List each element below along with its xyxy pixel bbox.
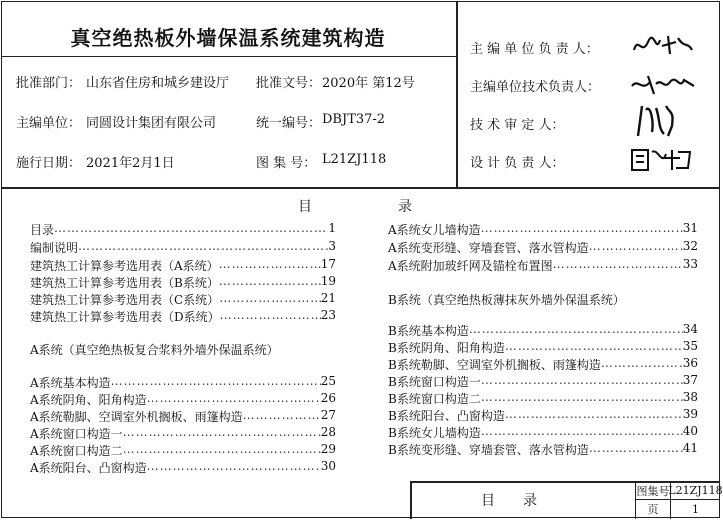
effective-date-value: 2021年2月1日 (86, 156, 175, 171)
signature-label-tech-lead: 主编单位技术负责人： (470, 80, 601, 95)
toc-leader (481, 424, 683, 441)
signature-label-reviewer: 技 术 审 定 人： (470, 118, 565, 133)
toc-item-page: 31 (682, 221, 698, 235)
toc-section-title-a: A系统（真空绝热板复合浆料外墙外保温系统） (30, 343, 279, 357)
toc-leader (243, 408, 321, 425)
title-block-atlas-value: L21ZJ118 (668, 484, 723, 497)
toc-item[interactable] (388, 390, 698, 407)
toc-item[interactable] (30, 308, 336, 325)
toc-item-page: 23 (320, 308, 336, 322)
toc-leader (54, 221, 328, 238)
toc-item-label: B系统窗口构造一 (388, 375, 481, 389)
toc-item-label: B系统女儿墙构造 (388, 426, 481, 440)
toc-item-label: 编制说明 (30, 241, 79, 255)
toc-item-label: B系统阴角、阳角构造 (388, 341, 505, 355)
title-block-page-label: 页 (647, 503, 659, 516)
toc-leader (219, 291, 321, 308)
toc-item-page: 29 (320, 442, 336, 456)
toc-item-label: A系统窗口构造二 (30, 444, 123, 458)
page-title: 真空绝热板外墙保温系统建筑构造 (70, 26, 386, 50)
toc-item-label: A系统基本构造 (30, 376, 111, 390)
title-block-page-value: 1 (692, 502, 699, 516)
chief-unit-value: 同圆设计集团有限公司 (86, 116, 217, 131)
signature-chief-unit (628, 30, 698, 60)
approval-dept-value: 山东省住房和城乡建设厅 (86, 76, 230, 91)
signature-label-chief-unit: 主 编 单 位 负 责 人： (470, 42, 599, 57)
toc-leader (481, 390, 683, 407)
toc-item-label: A系统附加玻纤网及锚栓布置图 (388, 259, 553, 273)
toc-leader (601, 356, 683, 373)
approval-no-label: 批准文号： (256, 76, 322, 91)
toc-item-label: B系统窗口构造二 (388, 392, 481, 406)
title-underline (1, 56, 457, 57)
toc-item-page: 39 (682, 407, 698, 421)
toc-item-page: 17 (320, 257, 336, 271)
signature-tech-lead (628, 68, 698, 98)
unified-no-value: DBJT37-2 (322, 112, 386, 127)
toc-leader (481, 221, 683, 238)
toc-leader (220, 308, 321, 325)
toc-item-label: A系统勒脚、空调室外机搁板、雨篷构造 (30, 410, 243, 424)
toc-item-label: A系统女儿墙构造 (388, 223, 481, 237)
toc-leader (505, 407, 683, 424)
toc-item-label: B系统勒脚、空调室外机搁板、雨篷构造 (388, 358, 601, 372)
toc-item-page: 3 (328, 239, 336, 253)
signature-label-designer: 设 计 负 责 人： (470, 156, 565, 171)
toc-leader (78, 239, 328, 256)
atlas-no-label: 图 集 号： (256, 156, 317, 171)
toc-item[interactable] (388, 221, 698, 238)
toc-leader (219, 257, 321, 274)
toc-leader (219, 274, 321, 291)
toc-item[interactable] (388, 339, 698, 356)
toc-item[interactable] (388, 322, 698, 339)
toc-leader (147, 459, 321, 476)
toc-item[interactable] (388, 424, 698, 441)
toc-item[interactable] (30, 391, 336, 408)
toc-item-label: 建筑热工计算参考选用表（C系统） (30, 293, 220, 307)
toc-item[interactable] (388, 239, 698, 256)
toc-item-page: 34 (682, 322, 698, 336)
toc-item-label: B系统基本构造 (388, 324, 469, 338)
toc-section-title-b: B系统（真空绝热板薄抹灰外墙外保温系统） (388, 293, 625, 307)
toc-item-page: 37 (682, 373, 698, 387)
toc-item[interactable] (30, 374, 336, 391)
toc-leader (505, 339, 683, 356)
toc-item-page: 25 (320, 374, 336, 388)
toc-item-label: A系统阳台、凸窗构造 (30, 461, 147, 475)
title-block-title: 目录 (481, 493, 565, 509)
toc-item[interactable] (30, 291, 336, 308)
toc-item[interactable] (30, 408, 336, 425)
header-bottom-rule (1, 187, 720, 189)
toc-leader (123, 442, 321, 459)
toc-item-page: 19 (320, 274, 336, 288)
toc-item-page: 32 (682, 239, 698, 253)
toc-leader (111, 374, 321, 391)
toc-item-page: 28 (320, 425, 336, 439)
toc-item-page: 38 (682, 390, 698, 404)
toc-item-page: 30 (320, 459, 336, 473)
toc-item[interactable] (30, 239, 336, 256)
toc-item[interactable] (30, 257, 336, 274)
toc-item[interactable] (388, 257, 698, 274)
toc-item[interactable] (30, 442, 336, 459)
toc-item-page: 36 (682, 356, 698, 370)
toc-item-page: 26 (320, 391, 336, 405)
toc-item-label: 建筑热工计算参考选用表（A系统） (30, 259, 219, 273)
toc-heading-left: 目 (298, 199, 312, 215)
toc-leader (589, 441, 683, 458)
toc-item[interactable] (30, 274, 336, 291)
atlas-no-value: L21ZJ118 (322, 152, 387, 167)
toc-item-label: 建筑热工计算参考选用表（D系统） (30, 310, 220, 324)
toc-item-page: 21 (320, 291, 336, 305)
toc-heading-right: 录 (398, 199, 412, 215)
toc-item-label: A系统窗口构造一 (30, 427, 123, 441)
toc-leader (123, 425, 321, 442)
toc-item-page: 35 (682, 339, 698, 353)
toc-item[interactable] (30, 425, 336, 442)
toc-item-page: 41 (682, 441, 698, 455)
header-vertical-rule (456, 1, 458, 188)
toc-item-page: 40 (682, 424, 698, 438)
toc-item-page: 1 (328, 221, 336, 235)
toc-leader (553, 257, 683, 274)
approval-dept-label: 批准部门： (16, 76, 82, 91)
toc-item-label: A系统阴角、阳角构造 (30, 393, 147, 407)
effective-date-label: 施行日期： (16, 156, 82, 171)
toc-item-label: B系统阳台、凸窗构造 (388, 409, 505, 423)
toc-item[interactable] (388, 356, 698, 373)
signature-designer (628, 144, 698, 174)
toc-leader (147, 391, 321, 408)
approval-no-value: 2020年 第12号 (322, 76, 415, 91)
toc-leader (469, 322, 683, 339)
chief-unit-label: 主编单位： (16, 116, 82, 131)
toc-item-page: 27 (320, 408, 336, 422)
toc-item-label: A系统变形缝、穿墙套管、落水管构造 (388, 241, 589, 255)
toc-leader (589, 239, 683, 256)
toc-item[interactable] (388, 441, 698, 458)
toc-item[interactable] (30, 459, 336, 476)
title-block-atlas-label: 图集号 (636, 484, 670, 498)
toc-item[interactable] (388, 407, 698, 424)
unified-no-label: 统一编号： (256, 116, 322, 131)
toc-item-label: B系统变形缝、穿墙套管、落水管构造 (388, 443, 589, 457)
toc-item-label: 建筑热工计算参考选用表（B系统） (30, 276, 219, 290)
toc-item-label: 目录 (30, 223, 55, 237)
signature-reviewer (628, 100, 698, 140)
toc-item[interactable] (388, 373, 698, 390)
toc-leader (481, 373, 683, 390)
toc-item[interactable] (30, 221, 336, 238)
toc-item-page: 33 (682, 257, 698, 271)
